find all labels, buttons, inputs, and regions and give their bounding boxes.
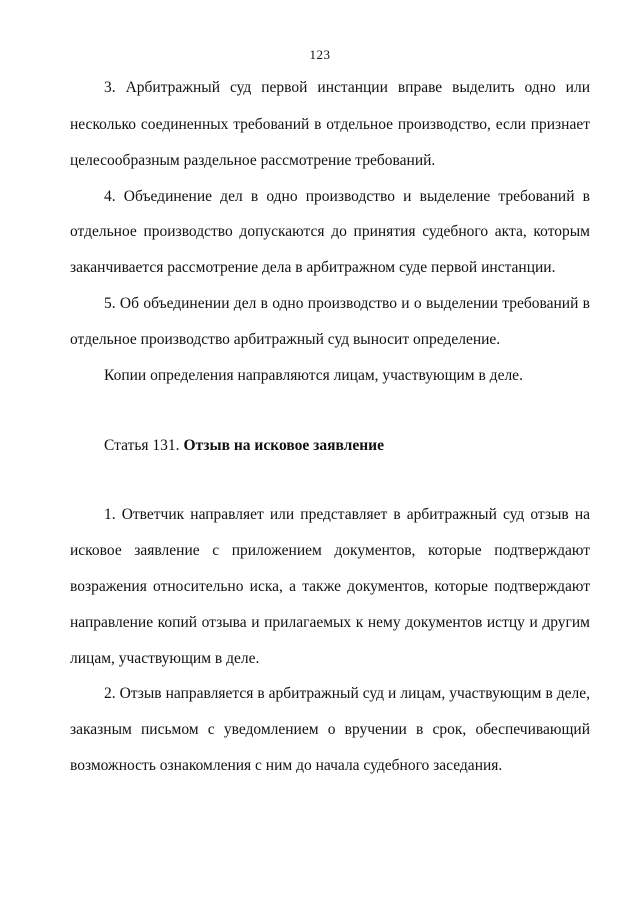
paragraph-5-line-1: 5. Об объединении дел в одно производство и о выделении требований в	[104, 295, 590, 312]
paragraph-3-line-3: целесообразным раздельное рассмотрение требований.	[70, 152, 436, 169]
article-paragraph-1-line-3: возражения относительно иска, а также документов, которые подтверждают	[70, 578, 590, 595]
copies-paragraph: Копии определения направляются лицам, участвующим в деле.	[104, 367, 523, 384]
article-paragraph-1-line-5: лицам, участвующим в деле.	[70, 650, 260, 667]
paragraph-3-line-1: 3. Арбитражный суд первой инстанции вправе выделить одно или	[104, 79, 590, 96]
page-number: 123	[309, 47, 331, 62]
paragraph-4-line-1: 4. Объединение дел в одно производство и выделение требований в	[104, 188, 590, 205]
article-paragraph-2-line-2: заказным письмом с уведомлением о вручении в срок, обеспечивающий	[70, 721, 590, 738]
article-paragraph-2-line-1: 2. Отзыв направляется в арбитражный суд и лицам, участвующим в деле,	[104, 685, 590, 702]
article-paragraph-1-line-1: 1. Ответчик направляет или представляет в арбитражный суд отзыв на	[104, 506, 590, 523]
article-paragraph-2-line-3: возможность ознакомления с ним до начала судебного заседания.	[70, 757, 503, 774]
paragraph-4-line-3: заканчивается рассмотрение дела в арбитражном суде первой инстанции.	[70, 259, 556, 276]
article-paragraph-1-line-4: направление копий отзыва и прилагаемых к нему документов истцу и другим	[70, 614, 590, 631]
paragraph-5-line-2: отдельное производство арбитражный суд выносит определение.	[70, 331, 501, 348]
paragraph-3-line-2: несколько соединенных требований в отдельное производство, если признает	[70, 116, 590, 133]
paragraph-4-line-2: отдельное производство допускаются до принятия судебного акта, которым	[70, 223, 590, 240]
article-paragraph-1-line-2: исковое заявление с приложением документов, которые подтверждают	[70, 542, 590, 559]
article-title: Отзыв на исковое заявление	[183, 437, 384, 454]
article-heading	[104, 436, 590, 456]
article-number: Статья 131.	[104, 437, 184, 454]
